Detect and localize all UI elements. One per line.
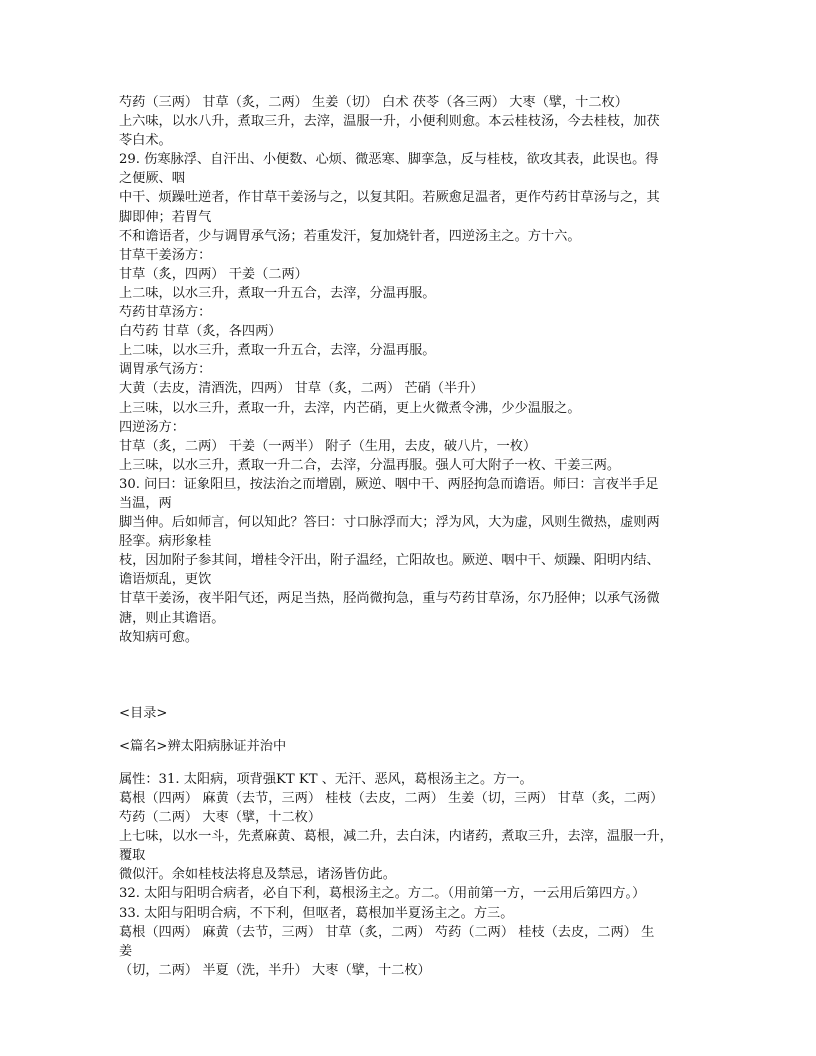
- text-line: 29. 伤寒脉浮、自汗出、小便数、心烦、微恶寒、脚挛急，反与桂枝，欲攻其表，此误也。得: [119, 152, 659, 168]
- toc-heading: <目录>: [119, 705, 168, 721]
- text-line: 上六味，以水八升，煮取三升，去滓，温服一升，小便利则愈。本云桂枝汤，今去桂枝，加茯: [119, 114, 660, 130]
- text-line: 大黄（去皮，清酒洗，四两） 甘草（炙，二两） 芒硝（半升）: [119, 381, 484, 397]
- text-line: 葛根（四两） 麻黄（去节，三两） 甘草（炙，二两） 芍药（二两） 桂枝（去皮，二两） 生: [119, 924, 655, 940]
- text-line: 中干、烦躁吐逆者，作甘草干姜汤与之，以复其阳。若厥愈足温者，更作芍药甘草汤与之，其: [119, 190, 660, 206]
- text-line: 当温，两: [119, 495, 172, 511]
- text-line: 白芍药 甘草（炙，各四两）: [119, 324, 282, 340]
- section-spacer: [119, 723, 704, 737]
- text-line: 甘草干姜汤，夜半阳气还，两足当热，胫尚微拘急，重与芍药甘草汤，尔乃胫伸；以承气汤微: [119, 591, 660, 607]
- text-line: 微似汗。余如桂枝法将息及禁忌，诸汤皆仿此。: [119, 867, 396, 883]
- text-line: 苓白术。: [119, 133, 172, 149]
- text-line: 枝，因加附子参其间，增桂令汗出，附子温经，亡阳故也。厥逆、咽中干、烦躁、阳明内结、: [119, 553, 660, 569]
- text-line: 姜: [119, 943, 133, 959]
- text-line: 不和谵语者，少与调胃承气汤；若重发汗，复加烧针者，四逆汤主之。方十六。: [119, 228, 581, 244]
- text-line: 谵语烦乱，更饮: [119, 572, 212, 588]
- text-line: 上二味，以水三升，煮取一升五合，去滓，分温再服。: [119, 343, 436, 359]
- text-line: 覆取: [119, 848, 146, 864]
- text-line: 芍药（二两） 大枣（擘，十二枚）: [119, 810, 322, 826]
- text-line: 上七味，以水一斗，先煮麻黄、葛根，减二升，去白沫，内诸药，煮取三升，去滓，温服一升，: [119, 829, 673, 845]
- text-line: 上二味，以水三升，煮取一升五合，去滓，分温再服。: [119, 285, 436, 301]
- text-line: 芍药甘草汤方：: [119, 305, 212, 321]
- text-line: 上三味，以水三升，煮取一升二合，去滓，分温再服。强人可大附子一枚、干姜三两。: [119, 457, 621, 473]
- text-line: 属性：31. 太阳病，项背强KT KT 、无汗、恶风，葛根汤主之。方一。: [119, 771, 533, 787]
- text-line: 故知病可愈。: [119, 629, 199, 645]
- section-spacer: [119, 647, 704, 704]
- text-line: 甘草（炙，四两） 干姜（二两）: [119, 266, 308, 282]
- text-line: 上三味，以水三升，煮取一升，去滓，内芒硝，更上火微煮令沸，少少温服之。: [119, 400, 581, 416]
- text-line: 脚即伸；若胃气: [119, 209, 212, 225]
- text-line: 四逆汤方：: [119, 419, 185, 435]
- text-line: 30. 问曰：证象阳旦，按法治之而增剧，厥逆、咽中干、两胫拘急而谵语。师曰：言夜半手足: [119, 476, 659, 492]
- text-line: （切，二两） 半夏（洗，半升） 大枣（擘，十二枚）: [119, 962, 431, 978]
- section-spacer: [119, 756, 704, 770]
- text-line: 甘草（炙，二两） 干姜（一两半） 附子（生用，去皮，破八片，一枚）: [119, 438, 537, 454]
- chapter-heading: <篇名>辨太阳病脉证并治中: [119, 738, 287, 754]
- text-line: 32. 太阳与阳明合病者，必自下利，葛根汤主之。方二。（用前第一方，一云用后第四方。）: [119, 886, 646, 902]
- text-line: 甘草干姜汤方：: [119, 247, 212, 263]
- text-block-part1: [119, 93, 704, 647]
- text-line: 脚当伸。后如师言，何以知此？答曰：寸口脉浮而大；浮为风，大为虚，风则生微热，虚则两: [119, 515, 660, 531]
- text-line: 之便厥、咽: [119, 171, 185, 187]
- text-line: 溏，则止其谵语。: [119, 610, 225, 626]
- document-page: [119, 93, 704, 980]
- text-line: 调胃承气汤方：: [119, 362, 212, 378]
- text-line: 33. 太阳与阳明合病，不下利，但呕者，葛根加半夏汤主之。方三。: [119, 905, 514, 921]
- text-line: 葛根（四两） 麻黄（去节，三两） 桂枝（去皮，二两） 生姜（切，三两） 甘草（炙，二两）: [119, 791, 664, 806]
- text-line: 胫挛。病形象桂: [119, 534, 212, 550]
- text-block-part2: [119, 770, 704, 980]
- text-line: 芍药（三两） 甘草（炙，二两） 生姜（切） 白术 茯苓（各三两） 大枣（擘，十二枚）: [119, 95, 628, 110]
